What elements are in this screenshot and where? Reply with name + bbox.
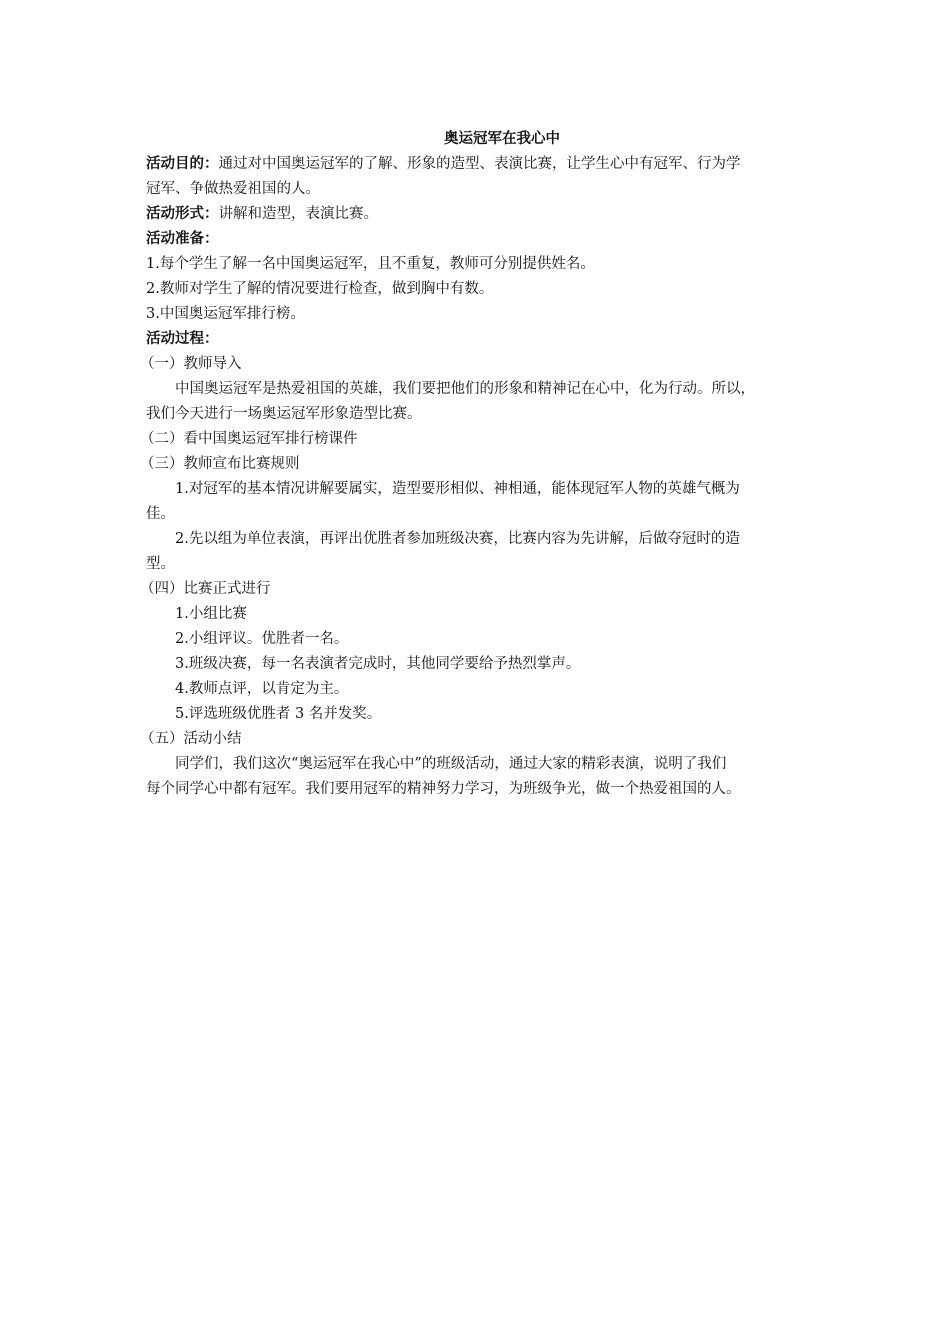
- prep-item-3: 3.中国奥运冠军排行榜。: [146, 306, 305, 322]
- purpose-line: [146, 152, 818, 177]
- section-5-heading: （五）活动小结: [140, 731, 242, 747]
- prep-item-1: 1.每个学生了解一名中国奥运冠军，且不重复，教师可分别提供姓名。: [146, 256, 595, 272]
- contest-step-5: 5.评选班级优胜者 3 名并发奖。: [175, 706, 382, 722]
- form-line: [146, 202, 818, 227]
- prep-item-2: 2.教师对学生了解的情况要进行检查，做到胸中有数。: [146, 281, 494, 297]
- rule-2-continued: 型。: [146, 556, 175, 572]
- rule-1: 1.对冠军的基本情况讲解要属实，造型要形相似、神相通，能体现冠军人物的英雄气概为: [175, 481, 740, 497]
- section-2-heading: （二）看中国奥运冠军排行榜课件: [140, 431, 358, 447]
- contest-step-2: 2.小组评议。优胜者一名。: [175, 631, 349, 647]
- contest-step-4: 4.教师点评，以肯定为主。: [175, 681, 349, 697]
- rule-2: 2.先以组为单位表演，再评出优胜者参加班级决赛，比赛内容为先讲解，后做夺冠时的造: [175, 531, 740, 547]
- purpose-label: 活动目的：: [146, 156, 219, 172]
- section-1-paragraph-continued: 我们今天进行一场奥运冠军形象造型比赛。: [146, 406, 422, 422]
- prep-label: 活动准备：: [146, 231, 219, 247]
- section-1-paragraph: 中国奥运冠军是热爱祖国的英雄，我们要把他们的形象和精神记在心中，化为行动。所以，: [175, 381, 755, 397]
- form-label: 活动形式：: [146, 206, 219, 222]
- purpose-text-continued: 冠军、争做热爱祖国的人。: [146, 181, 320, 197]
- section-1-heading: （一）教师导入: [140, 356, 242, 372]
- form-text: 讲解和造型，表演比赛。: [218, 206, 378, 222]
- purpose-text: 通过对中国奥运冠军的了解、形象的造型、表演比赛，让学生心中有冠军、行为学: [218, 156, 741, 172]
- contest-step-3: 3.班级决赛，每一名表演者完成时，其他同学要给予热烈掌声。: [175, 656, 581, 672]
- rule-1-continued: 佳。: [146, 506, 175, 522]
- document-page: [140, 127, 818, 802]
- contest-step-1: 1.小组比赛: [175, 606, 247, 622]
- document-title: 奥运冠军在我心中: [444, 131, 560, 147]
- process-label: 活动过程：: [146, 331, 219, 347]
- summary-paragraph-continued: 每个同学心中都有冠军。我们要用冠军的精神努力学习，为班级争光，做一个热爱祖国的人。: [146, 781, 741, 797]
- summary-paragraph: 同学们，我们这次“奥运冠军在我心中”的班级活动，通过大家的精彩表演，说明了我们: [175, 756, 727, 772]
- section-3-heading: （三）教师宣布比赛规则: [140, 456, 300, 472]
- section-4-heading: （四）比赛正式进行: [140, 581, 271, 597]
